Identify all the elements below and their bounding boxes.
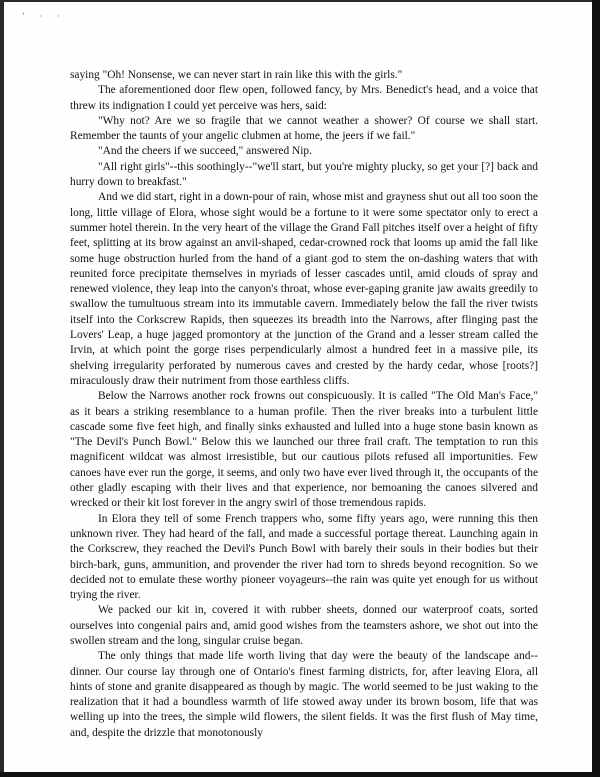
paragraph: Below the Narrows another rock frowns out conspicuously. It is called "The Old Man's Face," as it bears a striking resemblance to a human profile. Then the river breaks into a turbulent little cascade some five feet high, and finally sinks exhausted and lulled into a huge stone basin known as "The Devil's Punch Bowl." Below this we launched our three frail craft. The temptation to run this magnificent wildcat was almost irresistible, but our cautious pilots refused all importunities. Few canoes have ever run the gorge, it seems, and only two have ever lived through it, the occupants of the other gladly escaping with their lives and that experience, nor bemoaning the canoes silvered and wrecked or their kit lost forever in the angry swirl of those tremendous rapids. [70,390,538,510]
body-text [70,68,538,741]
scan-border-right [592,0,600,777]
paragraph: "All right girls"--this soothingly--"we'll start, but you're mighty plucky, so get your [?] back and hurry down to breakfast." [70,160,538,189]
paragraph: And we did start, right in a down-pour of rain, whose mist and grayness shut out all too soon the long, little village of Elora, whose sight would be a fortune to it were some spectator only to erect a summer hotel therein. In the very heart of the village the Grand Fall pitches itself over a height of fifty feet, splitting at its brow against an anvil-shaped, cedar-crowned rock that looms up amid the fall like some huge obstruction hurled from the hand of a giant god to stem the on-dashing waters that with reunited force precipitate themselves in myriads of lesser cascades until, amid clouds of spray and renewed violence, they leap into the canyon's throat, whose ever-gaping granite jaw awaits greedily to swallow the tumultuous stream into its immutable cavern. Immediately below the fall the river twists itself into the Corkscrew Rapids, then squeezes its breadth into the Narrows, after flinging past the Lovers' Leap, a huge jagged promontory at the junction of the Grand and a lesser stream called the Irvin, at which point the gorge rises perpendicularly almost a hundred feet in a massive pile, its shelving irregularity perforated by numerous caves and crested by the hardy cedar, whose [roots?] miraculously draw their nutriment from those earthless cliffs. [70,191,538,387]
paragraph: In Elora they tell of some French trappers who, some fifty years ago, were running this then unknown river. They had heard of the fall, and made a successful portage thereat. Launching again in the Corkscrew, they reached the Devil's Punch Bowl with barely their souls in their bodies but their birch-bark, guns, ammunition, and provender the river had torn to shreds beyond recognition. So we decided not to emulate these worthy pioneer voyageurs--the rain was quite yet enough for us without trying the river. [70,512,538,602]
paragraph: The aforementioned door flew open, followed fancy, by Mrs. Benedict's head, and a voice that threw its indignation I could yet perceive was hers, said: [70,84,538,112]
paragraph: The only things that made life worth living that day were the beauty of the landscape and--dinner. Our course lay through one of Ontario's finest farming districts, for, after leaving Elora, all hints of stone and granite disappeared as though by magic. The world seemed to be just waking to the realization that it had a boundless warmth of life stowed away under its brown bosom, life that was welling up into the trees, the simple wild flowers, the silent fields. It was the first flush of May time, and, despite the drizzle that monotonously [70,650,538,739]
scan-marks: ' ‧ ‧ [22,12,66,22]
paragraph: We packed our kit in, covered it with rubber sheets, donned our waterproof coats, sorted ourselves into congenial pairs and, amid good wishes from the teamsters ashore, we shot out into the swollen stream and the long, singular cruise began. [70,604,538,647]
scan-border-bottom [0,772,600,777]
paragraph: saying "Oh! Nonsense, we can never start in rain like this with the girls." [70,69,403,81]
paragraph: "And the cheers if we succeed," answered Nip. [98,145,312,158]
paragraph: "Why not? Are we so fragile that we cannot weather a shower? Of course we shall start. Remember the taunts of your angelic clubmen at home, the jeers if we fail." [70,114,538,143]
document-page [4,2,592,772]
